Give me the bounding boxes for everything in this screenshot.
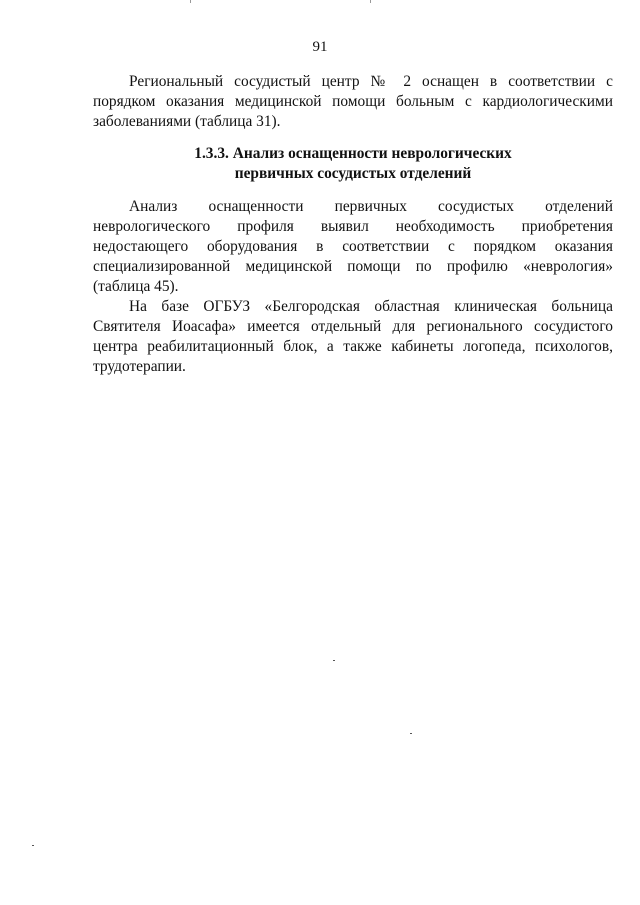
section-heading-line-2: первичных сосудистых отделений <box>234 165 472 182</box>
paragraph-rehab-block: На базе ОГБУЗ «Белгородская областная клиническая больница Святителя Иоасафа» имеется отдельный для регионального сосудистого центра реабилитационный блок, а также кабинеты логопеда, психологов, трудотерапии. <box>93 298 613 375</box>
paragraph-analysis: Анализ оснащенности первичных сосудистых отделений неврологического профиля выявил необходимость приобретения недостающего оборудования в соответствии с порядком оказания специализированной медицинской помощи по профилю «неврология» (таблица 45). <box>93 198 613 295</box>
page-number: 91 <box>312 39 328 55</box>
section-body <box>93 197 613 377</box>
scan-speck <box>333 660 335 661</box>
paragraph-regional-center: Региональный сосудистый центр № 2 оснащен в соответствии с порядком оказания медицинской помощи больным с кардиологическими заболеваниями (таблица 31). <box>93 73 613 130</box>
scan-speck <box>32 845 34 846</box>
scan-speck <box>410 733 412 734</box>
section-heading-line-1: 1.3.3. Анализ оснащенности неврологических <box>194 145 512 162</box>
scan-edge-mark <box>370 0 371 3</box>
section-heading <box>93 144 613 184</box>
scan-edge-mark <box>190 0 191 3</box>
intro-block <box>93 72 613 132</box>
